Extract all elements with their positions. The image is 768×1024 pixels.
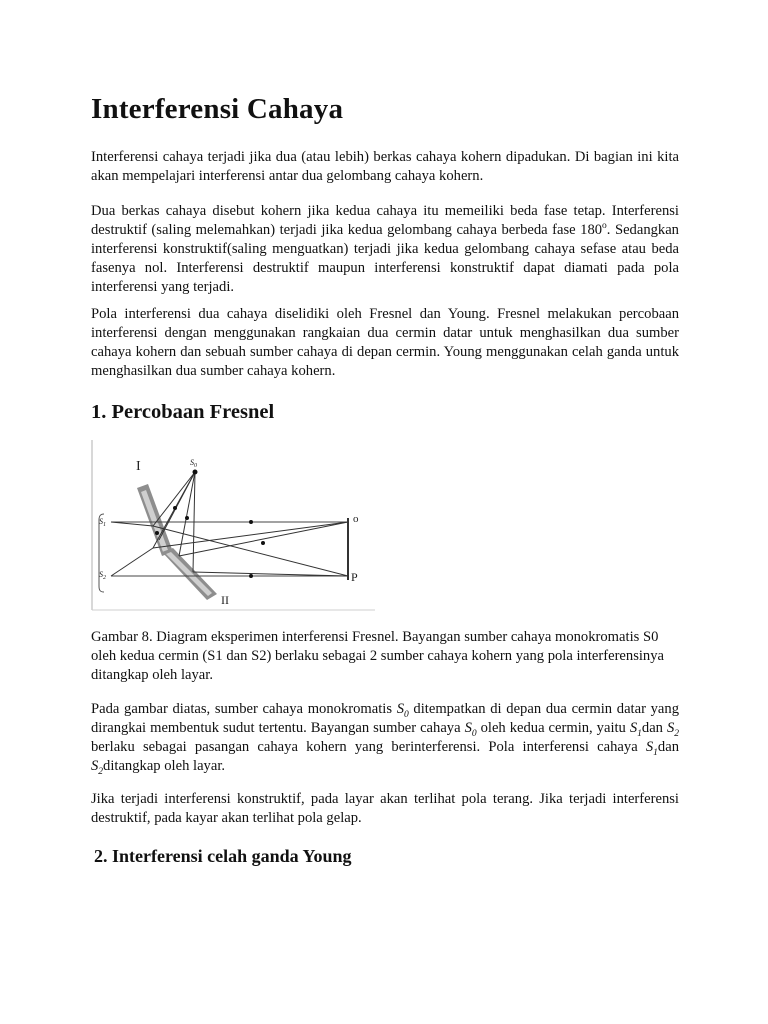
ray-dot-3 xyxy=(249,520,253,524)
p5-text-b: ditempatkan di depan dua cermin datar yang dirangkai membentuk sudut tertentu. Bayangan sumber cahaya xyxy=(91,701,679,736)
ray-reflect-4 xyxy=(193,572,348,576)
mirror-1-label: I xyxy=(136,459,141,474)
fresnel-diagram-svg xyxy=(91,440,377,614)
screen-o-label: o xyxy=(353,513,359,525)
source-s1-label: $S_1$ xyxy=(99,517,106,528)
symbol-s0-second: $S_0$ xyxy=(464,720,477,739)
ray-s0-5 xyxy=(153,472,195,548)
symbol-s2: $S_2$ xyxy=(666,720,679,739)
paragraph-constructive-destructive: Jika terjadi interferensi konstruktif, pada layar akan terlihat pola terang. Jika terjadi interferensi destruktif, pada kayar akan terlihat pola gelap. xyxy=(91,791,679,826)
ray-virtual-1 xyxy=(111,522,153,526)
fresnel-diagram xyxy=(91,440,377,614)
mirror-2-highlight xyxy=(166,552,212,596)
source-s2-label: $S_2$ xyxy=(99,570,106,581)
paragraph-coherent-text-a: Dua berkas cahaya disebut kohern jika kedua cahaya itu memeiliki beda fase tetap. Interferensi destruktif (saling melemahkan) terjadi jika kedua gelombang cahaya berbeda fase 180 xyxy=(91,203,679,238)
page-title: Interferensi Cahaya xyxy=(91,93,344,125)
source-s0-label: $S_0$ xyxy=(190,458,197,469)
ray-dot-6 xyxy=(155,531,159,535)
ray-dot-5 xyxy=(249,574,253,578)
paragraph-fresnel-young: Pola interferensi dua cahaya diselidiki oleh Fresnel dan Young. Fresnel melakukan percobaan interferensi dengan menggunakan rangkaian dua cermin datar untuk menghasilkan dua sumber cahaya kohern dan sebuah sumber cahaya di depan cermin. Young menggunakan celah ganda untuk menghasilkan dua sumber cahaya kohern. xyxy=(91,306,679,379)
p5-text-d: dan xyxy=(641,720,667,736)
mirror-2-label: II xyxy=(221,593,229,607)
ray-dot-4 xyxy=(261,541,265,545)
figure-caption: Gambar 8. Diagram eksperimen interferensi Fresnel. Bayangan sumber cahaya monokromatis S0 oleh kedua cermin (S1 dan S2) berlaku sebagai 2 sumber cahaya kohern yang pola interferensinya ditangkap oleh layar. xyxy=(91,629,665,683)
p5-text-e: berlaku sebagai pasangan cahaya kohern yang berinterferensi. Pola interferensi cahaya xyxy=(91,739,646,755)
section-heading-fresnel: 1. Percobaan Fresnel xyxy=(91,401,275,423)
ray-reflect-2 xyxy=(153,522,348,548)
screen-p-label: P xyxy=(351,570,358,584)
symbol-s0: $S_0$ xyxy=(396,701,409,720)
paragraph-coherent xyxy=(91,202,679,297)
ray-virtual-2 xyxy=(111,548,153,576)
ray-dot-2 xyxy=(185,516,189,520)
source-s0-dot xyxy=(193,470,198,475)
symbol-s1-second: $S_1$ xyxy=(645,739,658,758)
p5-text-c: oleh kedua cermin, yaitu xyxy=(476,720,630,736)
p5-text-g: ditangkap oleh layar. xyxy=(103,758,226,774)
ray-dot-1 xyxy=(173,506,177,510)
paragraph-diagram-explanation xyxy=(91,700,679,776)
section-heading-young: 2. Interferensi celah ganda Young xyxy=(94,846,352,866)
p5-text-f: dan xyxy=(657,739,679,755)
paragraph-coherent-text-b: . Sedangkan interferensi konstruktif(saling menguatkan) terjadi jika kedua gelombang cahaya sefase atau beda fasenya nol. Interferensi destruktif maupun interferensi konstruktif dapat diamati pada pola interferensi yang terjadi. xyxy=(91,222,679,295)
p5-text-a: Pada gambar diatas, sumber cahaya monokromatis xyxy=(91,701,397,717)
symbol-s2-second: $S_2$ xyxy=(91,758,104,777)
degree-superscript: o xyxy=(602,221,607,232)
mirror-1-highlight xyxy=(141,490,168,552)
paragraph-intro: Interferensi cahaya terjadi jika dua (atau lebih) berkas cahaya kohern dipadukan. Di bagian ini kita akan mempelajari interferensi antar dua gelombang cahaya kohern. xyxy=(91,149,679,184)
symbol-s1: $S_1$ xyxy=(629,720,642,739)
